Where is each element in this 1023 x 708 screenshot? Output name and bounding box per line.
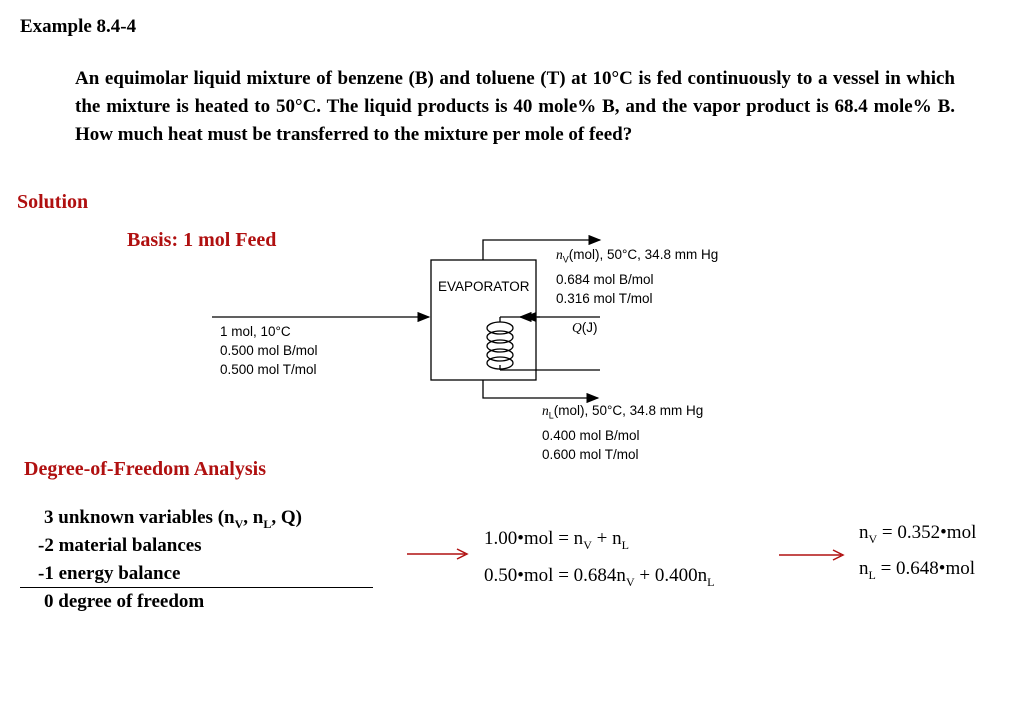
balance-total: 1.00•mol = $n_V + n_L$ — [484, 528, 629, 552]
feed-line-1: 1 mol, 10°C — [220, 324, 291, 339]
arrow-to-equations — [405, 545, 470, 565]
liquid-stream-label — [542, 401, 703, 464]
dof-heading: Degree-of-Freedom Analysis — [24, 458, 266, 480]
result-nv: $n_V$ = 0.352•mol — [859, 522, 977, 546]
dof-unknowns: 3 unknown variables ($n_V$, $n_L$, Q) — [44, 507, 302, 531]
feed-line-2: 0.500 mol B/mol — [220, 343, 318, 358]
liquid-conditions: (mol), 50°C, 34.8 mm Hg — [553, 403, 704, 418]
vapor-line-1: 0.684 mol B/mol — [556, 271, 654, 287]
vapor-sub: V — [562, 254, 569, 265]
liquid-line-1: 0.400 mol B/mol — [542, 427, 640, 443]
feed-line-3: 0.500 mol T/mol — [220, 362, 317, 377]
liquid-sub: L — [548, 410, 554, 421]
heat-label — [572, 318, 598, 337]
solution-heading: Solution — [17, 191, 89, 213]
example-title: Example 8.4-4 — [20, 16, 137, 37]
problem-statement: An equimolar liquid mixture of benzene (B) and toluene (T) at 10°C is fed continuously to a vessel in which the mixture is heated to 50°C. The liquid products is 40 mole% B, and the vapor product is 68.4 mole% B. How much heat must be transferred to the mixture per mole of feed? — [75, 68, 955, 145]
liquid-arrow — [483, 380, 598, 398]
dof-divider — [20, 587, 373, 588]
vapor-line-2: 0.316 mol T/mol — [556, 290, 653, 306]
liquid-line-2: 0.600 mol T/mol — [542, 446, 639, 462]
evaporator-label: EVAPORATOR — [438, 279, 530, 294]
dof-result: 0 degree of freedom — [44, 591, 205, 612]
basis-label: Basis: 1 mol Feed — [127, 229, 277, 251]
dof-material: -2 material balances — [38, 535, 202, 556]
vapor-stream-label — [556, 245, 718, 308]
heat-q: Q — [572, 320, 582, 335]
arrow-to-results — [777, 546, 847, 566]
liquid-n: n — [542, 403, 549, 418]
vapor-conditions: (mol), 50°C, 34.8 mm Hg — [568, 247, 719, 262]
vapor-n: n — [556, 247, 563, 262]
result-nl: $n_L$ = 0.648•mol — [859, 558, 976, 582]
dof-energy: -1 energy balance — [38, 563, 181, 584]
heat-unit: (J) — [581, 320, 598, 335]
heating-coil — [487, 317, 540, 370]
balance-benzene: 0.50•mol = $0.684n_V + 0.400n_L$ — [484, 565, 715, 589]
feed-stream-label — [220, 322, 318, 379]
